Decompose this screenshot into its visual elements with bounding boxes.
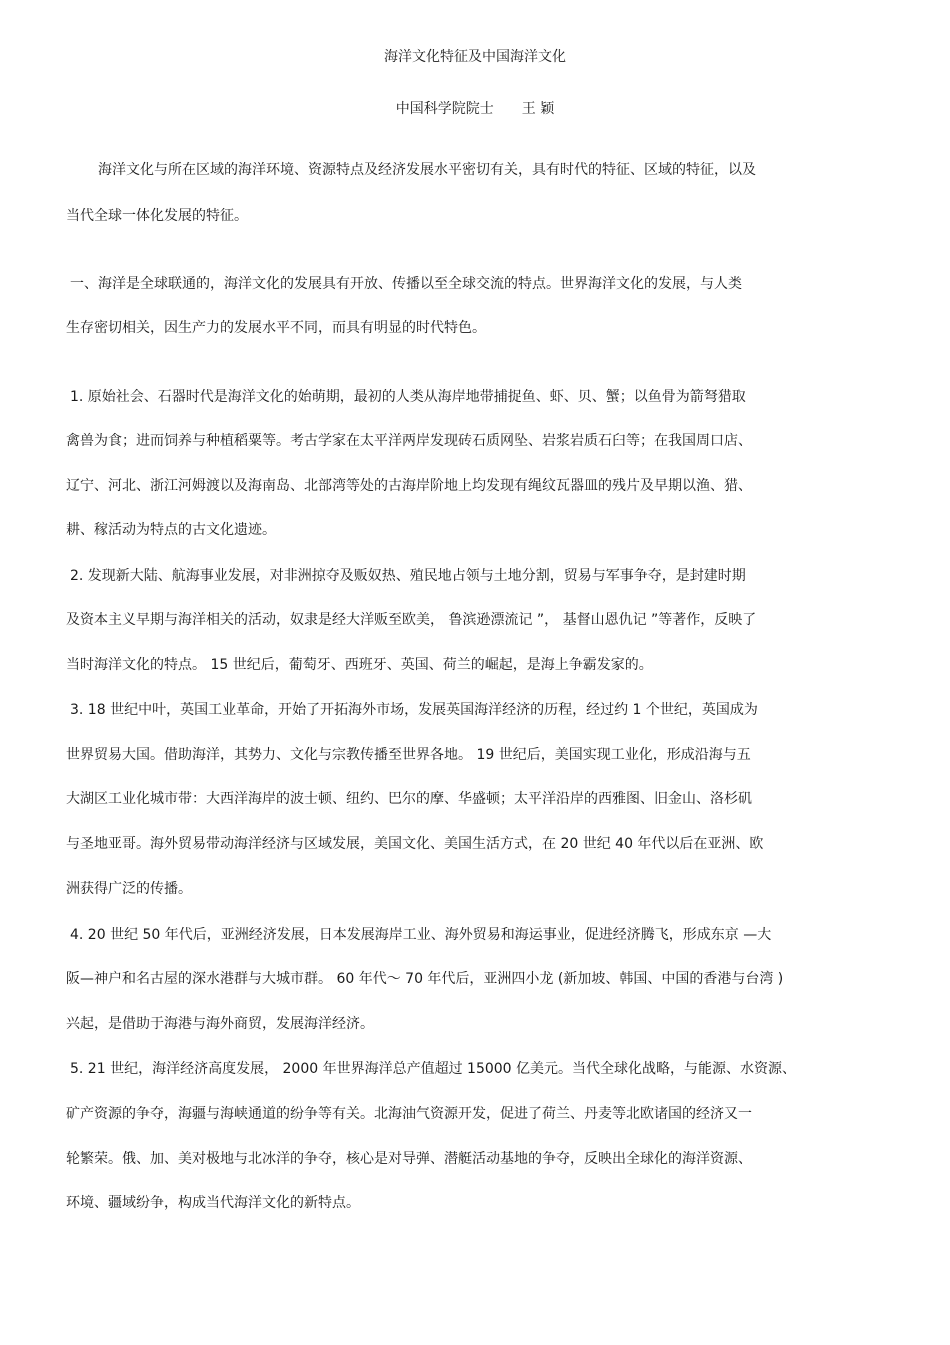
author-line — [0, 99, 950, 119]
paragraph-line: 兴起，是借助于海港与海外商贸，发展海洋经济。 — [66, 1016, 374, 1032]
paragraph-line: 矿产资源的争夺，海疆与海峡通道的纷争等有关。北海油气资源开发，促进了荷兰、丹麦等北欧诸国的经济又一 — [66, 1106, 752, 1122]
paragraph-line: 当时海洋文化的特点。 15 世纪后，葡萄牙、西班牙、英国、荷兰的崛起，是海上争霸发家的。 — [66, 657, 653, 673]
paragraph-line: 耕、稼活动为特点的古文化遗迹。 — [66, 522, 276, 538]
paragraph-line: 及资本主义早期与海洋相关的活动，奴隶是经大洋贩至欧美， 鲁滨逊漂流记 ”， 基督山恩仇记 ”等著作，反映了 — [66, 612, 757, 628]
paragraph-line: 5. 21 世纪，海洋经济高度发展， 2000 年世界海洋总产值超过 15000 亿美元。当代全球化战略，与能源、水资源、 — [70, 1061, 797, 1077]
paragraph-line: 生存密切相关，因生产力的发展水平不同，而具有明显的时代特色。 — [66, 320, 486, 336]
paragraph-line: 禽兽为食；进而饲养与种植稻粟等。考古学家在太平洋两岸发现砖石质网坠、岩浆岩质石臼等；在我国周口店、 — [66, 433, 752, 449]
paragraph-line: 环境、疆域纷争，构成当代海洋文化的新特点。 — [66, 1195, 360, 1211]
author-affiliation: 中国科学院院士 — [395, 101, 494, 117]
paragraph-line: 世界贸易大国。借助海洋，其势力、文化与宗教传播至世界各地。 19 世纪后，美国实现工业化，形成沿海与五 — [66, 747, 751, 763]
paragraph-line: 阪—神户和名古屋的深水港群与大城市群。 60 年代～ 70 年代后，亚洲四小龙 (新加坡、韩国、中国的香港与台湾 ) — [66, 971, 784, 987]
paragraph-line: 2. 发现新大陆、航海事业发展，对非洲掠夺及贩奴热、殖民地占领与土地分割，贸易与军事争夺，是封建时期 — [70, 568, 746, 584]
paragraph-line: 4. 20 世纪 50 年代后，亚洲经济发展，日本发展海岸工业、海外贸易和海运事业，促进经济腾飞，形成东京 —大 — [70, 927, 772, 943]
paragraph-line: 与圣地亚哥。海外贸易带动海洋经济与区域发展，美国文化、美国生活方式，在 20 世纪 40 年代以后在亚洲、欧 — [66, 836, 764, 852]
paragraph-line: 洲获得广泛的传播。 — [66, 881, 192, 897]
paragraph-line: 一、海洋是全球联通的，海洋文化的发展具有开放、传播以至全球交流的特点。世界海洋文化的发展，与人类 — [70, 276, 742, 292]
paragraph-line: 轮繁荣。俄、加、美对极地与北冰洋的争夺，核心是对导弹、潜艇活动基地的争夺，反映出全球化的海洋资源、 — [66, 1151, 752, 1167]
document-title: 海洋文化特征及中国海洋文化 — [384, 49, 566, 65]
paragraph-line: 1. 原始社会、石器时代是海洋文化的始萌期，最初的人类从海岸地带捕捉鱼、虾、贝、蟹；以鱼骨为箭弩猎取 — [70, 389, 746, 405]
paragraph-line: 海洋文化与所在区域的海洋环境、资源特点及经济发展水平密切有关，具有时代的特征、区域的特征，以及 — [98, 162, 756, 178]
paragraph-line: 大湖区工业化城市带：大西洋海岸的波士顿、纽约、巴尔的摩、华盛顿；太平洋沿岸的西雅图、旧金山、洛杉矶 — [66, 791, 752, 807]
paragraph-line: 辽宁、河北、浙江河姆渡以及海南岛、北部湾等处的古海岸阶地上均发现有绳纹瓦器皿的残片及早期以渔、猎、 — [66, 478, 752, 494]
paragraph-line: 3. 18 世纪中叶，英国工业革命，开始了开拓海外市场，发展英国海洋经济的历程，经过约 1 个世纪，英国成为 — [70, 702, 758, 718]
author-name: 王 颖 — [521, 101, 555, 117]
paragraph-line: 当代全球一体化发展的特征。 — [66, 208, 248, 224]
